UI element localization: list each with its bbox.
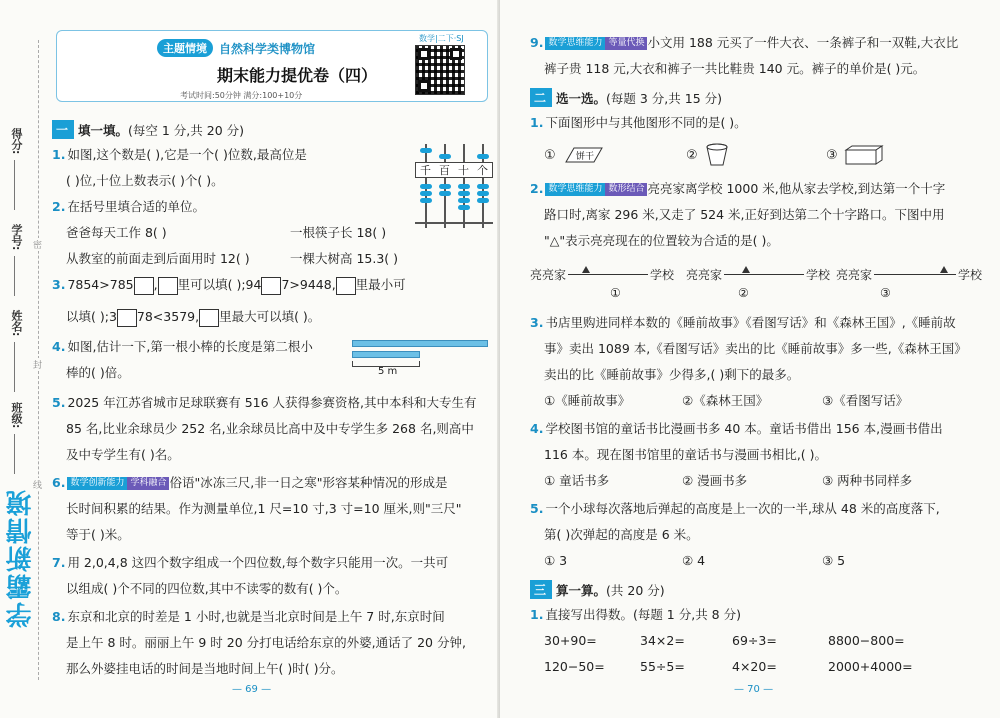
section-title: 填一填。 — [78, 122, 129, 138]
cup-shape-icon — [704, 142, 730, 168]
question-6-line3 — [66, 522, 130, 548]
question-6 — [52, 470, 447, 496]
rod-length-label: 5 m — [378, 366, 398, 377]
position-marker-icon — [742, 266, 750, 273]
choice-5 — [530, 496, 940, 522]
question-2-line3b — [290, 246, 398, 272]
question-text: 一根筷子长 18( ) — [290, 225, 387, 240]
abacus-label: 十 — [458, 164, 469, 177]
choice-4-line2 — [544, 442, 827, 468]
student-info-margin — [0, 0, 44, 718]
question-text: 下面图形中与其他图形不同的是( )。 — [545, 115, 747, 130]
question-text: 爸爸每天工作 8( ) — [66, 225, 167, 240]
museum-title: 自然科学类博物馆 — [219, 41, 316, 56]
question-text: 在括号里填合适的单位。 — [67, 199, 205, 214]
biscuit-label: 饼干 — [575, 152, 594, 162]
choice-3-option-2[interactable] — [682, 388, 768, 414]
question-number: 3. — [52, 277, 66, 292]
second-rod — [352, 351, 420, 358]
question-text: 以填( );3 — [66, 309, 117, 324]
question-text: 78<3579, — [136, 309, 200, 324]
question-6-line2 — [66, 496, 461, 522]
question-text: 从教室的前面走到后面用时 12( ) — [66, 251, 250, 266]
question-2-line2b — [290, 220, 386, 246]
school-label: 学校 — [958, 268, 983, 282]
choice-5-option-3[interactable] — [822, 548, 845, 574]
answer-box[interactable] — [158, 277, 178, 295]
question-number: 1. — [530, 115, 544, 130]
page-number: — 69 — — [232, 684, 272, 695]
question-text: 里最大可以填( )。 — [219, 309, 321, 324]
question-text: 是上午 8 时。丽丽上午 9 时 20 分打电话给东京的外婆,通话了 20 分钟, — [66, 635, 466, 650]
option-label: ②《森林王国》 — [682, 393, 769, 408]
question-text: 一棵大树高 15.3( ) — [290, 251, 399, 266]
question-text: 学校图书馆的童话书比漫画书多 40 本。童话书借出 156 本,漫画书借出 — [545, 421, 943, 436]
question-text: 书店里购进同样本数的《睡前故事》《看图写话》和《森林王国》,《睡前故 — [545, 315, 956, 330]
choice-4-option-1[interactable] — [544, 468, 609, 494]
question-3-line2 — [66, 304, 320, 330]
name-line — [14, 342, 15, 392]
question-3 — [52, 272, 406, 298]
calc-question-1 — [530, 602, 741, 628]
section-title: 算一算。 — [556, 582, 607, 598]
option-label: ③ 5 — [822, 553, 846, 568]
section-number: 一 — [52, 120, 74, 139]
calc-item[interactable]: 4×20= — [732, 659, 777, 674]
question-text: 那么外婆挂电话的时间是当地时间上午( )时( )分。 — [66, 661, 344, 676]
choice-3 — [530, 310, 956, 336]
home-label: 亮亮家 — [836, 268, 873, 282]
choice-5-option-2[interactable] — [682, 548, 705, 574]
choice-3-option-3[interactable] — [822, 388, 908, 414]
question-text: 用 2,0,4,8 这四个数字组成一个四位数,每个数字只能用一次。一共可 — [67, 555, 449, 570]
first-rod — [352, 340, 488, 347]
section-note: (共 20 分) — [606, 582, 665, 598]
question-number: 6. — [52, 475, 66, 490]
question-text: 亮亮家离学校 1000 米,他从家去学校,到达第一个十字 — [647, 181, 946, 196]
question-text: 长时间积累的结果。作为测量单位,1 尺=10 寸,3 寸=10 厘米,则"三尺" — [66, 501, 462, 516]
score-label: 得分: — [10, 128, 23, 155]
calc-item[interactable]: 2000+4000= — [828, 659, 913, 674]
calc-item[interactable]: 55÷5= — [640, 659, 685, 674]
abacus-label: 百 — [439, 164, 450, 177]
question-text: 7>9448, — [281, 277, 336, 292]
question-4-line2 — [66, 360, 130, 386]
question-5 — [52, 390, 477, 416]
calc-item[interactable]: 69÷3= — [732, 633, 777, 648]
question-number: 3. — [530, 315, 544, 330]
question-1 — [52, 142, 307, 168]
option-label: ③ — [826, 147, 838, 163]
calc-item[interactable]: 30+90= — [544, 633, 597, 648]
question-text: 等于( )米。 — [66, 527, 130, 542]
question-7 — [52, 550, 448, 576]
question-text: "△"表示亮亮现在的位置较为合适的是( )。 — [544, 233, 779, 248]
school-label: 学校 — [806, 268, 831, 282]
section-number: 二 — [530, 88, 552, 107]
abacus-label: 个 — [477, 164, 488, 177]
question-text: 棒的( )倍。 — [66, 365, 130, 380]
question-number: 2. — [530, 181, 544, 196]
exam-meta: 考试时间:50分钟 满分:100+10分 — [180, 91, 303, 100]
section-number: 三 — [530, 580, 552, 599]
answer-box[interactable] — [134, 277, 154, 295]
choice-2-line3 — [544, 228, 779, 254]
question-text: 裤子贵 118 元,大衣和裤子一共比鞋贵 140 元。裤子的单价是( )元。 — [544, 61, 926, 76]
calc-item[interactable]: 120−50= — [544, 659, 605, 674]
question-text: , — [153, 277, 158, 292]
question-number: 5. — [52, 395, 66, 410]
question-text: ( )位,十位上数表示( )个( )。 — [66, 173, 224, 188]
option-label: ② — [686, 147, 698, 163]
section-choose — [530, 88, 722, 107]
question-text: 东京和北京的时差是 1 小时,也就是当北京时间是上午 7 时,东京时间 — [67, 609, 445, 624]
question-text: 小文用 188 元买了一件大衣、一条裤子和一双鞋,大衣比 — [647, 35, 959, 50]
question-number: 4. — [52, 339, 66, 354]
question-2 — [52, 194, 205, 220]
choice-1-option-3[interactable] — [826, 144, 884, 166]
option-label: ① — [544, 147, 556, 163]
seal-char: 线 — [33, 478, 42, 491]
question-7-line2 — [66, 576, 347, 602]
choice-3-option-1[interactable] — [544, 388, 630, 414]
question-text: 2025 年江苏省城市足球联赛有 516 人获得参赛资格,其中本科和大专生有 — [67, 395, 477, 410]
question-4 — [52, 334, 313, 360]
question-text: 一个小球每次落地后弹起的高度是上一次的一半,球从 48 米的高度落下, — [545, 501, 940, 516]
choice-3-line3 — [544, 362, 799, 388]
choice-4-option-3[interactable] — [822, 468, 912, 494]
question-text: 以组成( )个不同的四位数,其中不读零的数有( )个。 — [66, 581, 348, 596]
option-label: ① 3 — [544, 553, 568, 568]
question-2-line2a — [66, 220, 167, 246]
student-id-line — [14, 256, 15, 296]
choice-1-option-1[interactable] — [544, 144, 606, 166]
section-calculate — [530, 580, 665, 599]
route-option-2[interactable] — [686, 262, 836, 302]
section-note: (每题 3 分,共 15 分) — [606, 90, 723, 106]
question-text: 如图,这个数是( ),它是一个( )位数,最高位是 — [67, 147, 307, 162]
option-label: ③ 两种书同样多 — [822, 473, 913, 488]
question-text: 俗语"冰冻三尺,非一日之寒"形容某种情况的形成是 — [169, 475, 448, 490]
question-text: 里可以填( );94 — [177, 277, 262, 292]
question-number: 2. — [52, 199, 66, 214]
question-number: 8. — [52, 609, 66, 624]
skill-tag: 等量代换 — [605, 37, 647, 50]
student-id-label: 学号: — [10, 224, 23, 251]
cuboid-shape-icon — [844, 144, 884, 166]
home-label: 亮亮家 — [530, 268, 567, 282]
question-number: 1. — [530, 607, 544, 622]
subject-label: 数学|二下·SJ — [419, 34, 464, 43]
page-number: — 70 — — [734, 684, 774, 695]
option-label: ① — [610, 286, 621, 300]
school-label: 学校 — [650, 268, 675, 282]
brand-logo: 学霸新情境 — [6, 488, 36, 628]
home-label: 亮亮家 — [686, 268, 723, 282]
question-text: 及中专学生有( )名。 — [66, 447, 180, 462]
answer-box[interactable] — [117, 309, 137, 327]
skill-tag: 数学思维能力 — [545, 183, 605, 196]
position-marker-icon — [940, 266, 948, 273]
question-8 — [52, 604, 445, 630]
theme-tag: 主题情境 — [157, 39, 213, 57]
question-text: 卖出的比《睡前故事》少得多,( )剩下的最多。 — [544, 367, 800, 382]
question-5-line2 — [66, 416, 474, 442]
option-label: ② 漫画书多 — [682, 473, 748, 488]
calc-item[interactable]: 8800−800= — [828, 633, 905, 648]
question-number: 5. — [530, 501, 544, 516]
question-text: 事》卖出 1089 本,《看图写话》卖出的比《睡前故事》多一些,《森林王国》 — [544, 341, 967, 356]
answer-box[interactable] — [336, 277, 356, 295]
question-text: 路口时,离家 296 米,又走了 524 米,正好到达第二个十字路口。下图中用 — [544, 207, 945, 222]
class-label: 班级: — [10, 402, 23, 429]
right-page — [500, 0, 1000, 718]
abacus-label: 千 — [420, 164, 431, 177]
biscuit-shape-icon — [562, 144, 606, 166]
option-label: ③《看图写话》 — [822, 393, 909, 408]
question-text: 116 本。现在图书馆里的童话书与漫画书相比,( )。 — [544, 447, 828, 462]
choice-3-line2 — [544, 336, 967, 362]
seal-char: 封 — [33, 358, 42, 371]
answer-box[interactable] — [199, 309, 219, 327]
choice-1 — [530, 110, 747, 136]
option-label: ② 4 — [682, 553, 706, 568]
question-number: 4. — [530, 421, 544, 436]
option-label: ①《睡前故事》 — [544, 393, 631, 408]
question-8-line2 — [66, 630, 466, 656]
seal-char: 密 — [33, 238, 42, 251]
option-label: ③ — [880, 286, 891, 300]
section-title: 选一选。 — [556, 90, 607, 106]
choice-5-option-1[interactable] — [544, 548, 567, 574]
calc-item[interactable]: 34×2= — [640, 633, 685, 648]
answer-box[interactable] — [261, 277, 281, 295]
question-text: 直接写出得数。(每题 1 分,共 8 分) — [545, 607, 741, 622]
skill-tag: 数学创新能力 — [67, 477, 127, 490]
question-number: 1. — [52, 147, 66, 162]
choice-2-line2 — [544, 202, 945, 228]
score-line — [14, 160, 15, 210]
skill-tag: 学科融合 — [127, 477, 169, 490]
skill-tag: 数学思维能力 — [545, 37, 605, 50]
option-label: ② — [738, 286, 749, 300]
choice-2 — [530, 176, 945, 202]
exam-title: 期末能力提优卷（四） — [217, 66, 378, 85]
question-9-line2 — [544, 56, 925, 82]
question-number: 7. — [52, 555, 66, 570]
question-text: 里最小可 — [355, 277, 406, 292]
question-text: 7854>785 — [67, 277, 134, 292]
section-note: (每空 1 分,共 20 分) — [128, 122, 245, 138]
question-text: 85 名,比业余球员少 252 名,业余球员比高中及中专学生多 268 名,则高中 — [66, 421, 474, 436]
question-text: 如图,估计一下,第一根小棒的长度是第二根小 — [67, 339, 313, 354]
route-option-3[interactable] — [836, 262, 986, 302]
question-5-line3 — [66, 442, 180, 468]
question-1-line2 — [66, 168, 224, 194]
option-label: ① 童话书多 — [544, 473, 610, 488]
question-9 — [530, 30, 958, 56]
abacus-figure — [415, 144, 493, 228]
choice-4 — [530, 416, 943, 442]
question-2-line3a — [66, 246, 250, 272]
choice-4-option-2[interactable] — [682, 468, 747, 494]
name-label: 姓名: — [10, 310, 23, 337]
position-marker-icon — [582, 266, 590, 273]
skill-tag: 数形结合 — [605, 183, 647, 196]
question-text: 第( )次弹起的高度是 6 米。 — [544, 527, 699, 542]
question-number: 9. — [530, 35, 544, 50]
choice-5-line2 — [544, 522, 699, 548]
question-8-line3 — [66, 656, 343, 682]
section-fill-in — [52, 120, 244, 139]
route-option-1[interactable] — [530, 262, 680, 302]
class-line — [14, 434, 15, 474]
qr-code-icon — [415, 45, 465, 95]
choice-1-option-2[interactable] — [686, 142, 730, 168]
